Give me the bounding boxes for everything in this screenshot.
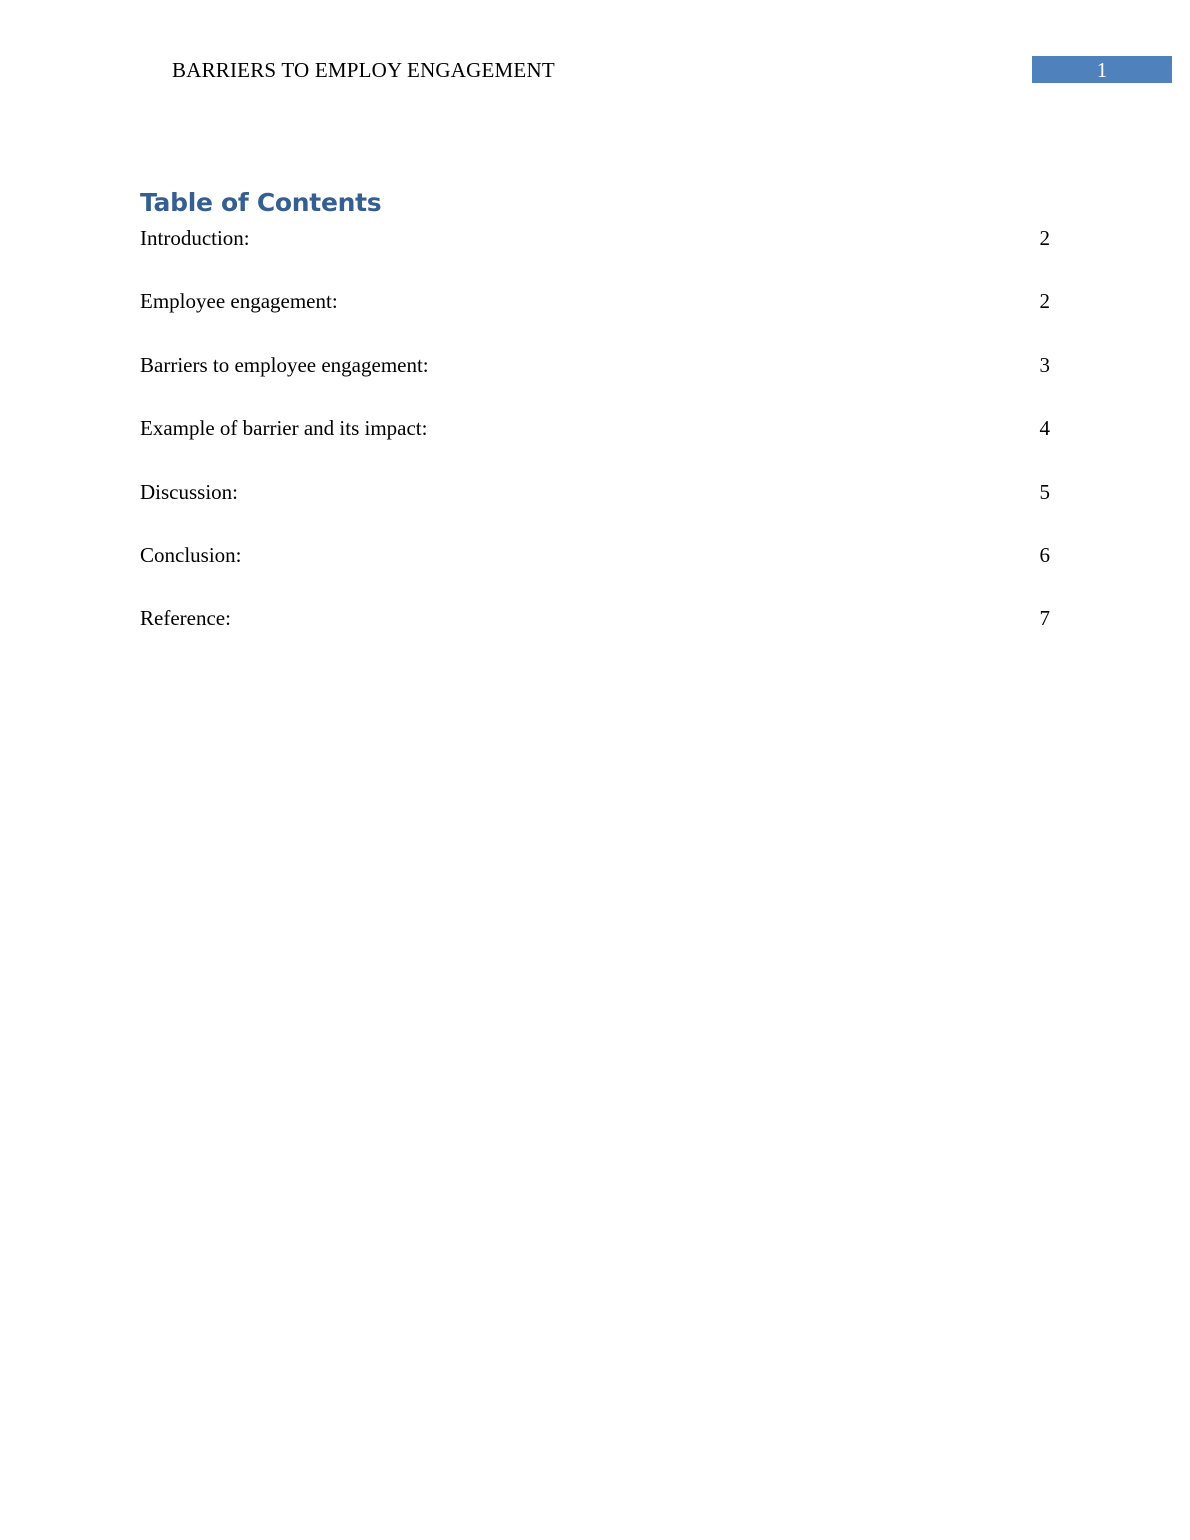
toc-entry-label: Example of barrier and its impact:: [140, 416, 428, 441]
toc-entry-label: Conclusion:: [140, 542, 242, 567]
toc-entry-label: Reference:: [140, 606, 231, 631]
toc-entry-page: 2: [1039, 226, 1050, 250]
toc-entry-label: Introduction:: [140, 226, 250, 250]
toc-entry-page: 5: [1039, 479, 1050, 504]
toc-entry-page: 3: [1039, 352, 1050, 377]
toc-entry-employee-engagement[interactable]: [140, 287, 1050, 350]
toc-entry-reference[interactable]: [140, 604, 1050, 667]
toc-entry-introduction[interactable]: [140, 224, 1050, 287]
toc-entry-page: 2: [1039, 289, 1050, 314]
toc-entry-page: 6: [1039, 542, 1050, 567]
toc-entry-conclusion[interactable]: [140, 541, 1050, 604]
table-of-contents: [140, 224, 1050, 668]
toc-entry-discussion[interactable]: [140, 478, 1050, 541]
toc-title: Table of Contents: [140, 188, 382, 217]
toc-entry-example[interactable]: [140, 414, 1050, 477]
toc-entry-label: Employee engagement:: [140, 289, 338, 314]
running-head: BARRIERS TO EMPLOY ENGAGEMENT: [172, 58, 555, 82]
toc-entry-barriers[interactable]: [140, 351, 1050, 414]
toc-entry-page: 4: [1039, 416, 1050, 441]
toc-entry-label: Discussion:: [140, 479, 239, 504]
toc-entry-page: 7: [1039, 606, 1050, 631]
toc-entry-label: Barriers to employee engagement:: [140, 352, 429, 377]
page-number: 1: [1032, 56, 1172, 83]
